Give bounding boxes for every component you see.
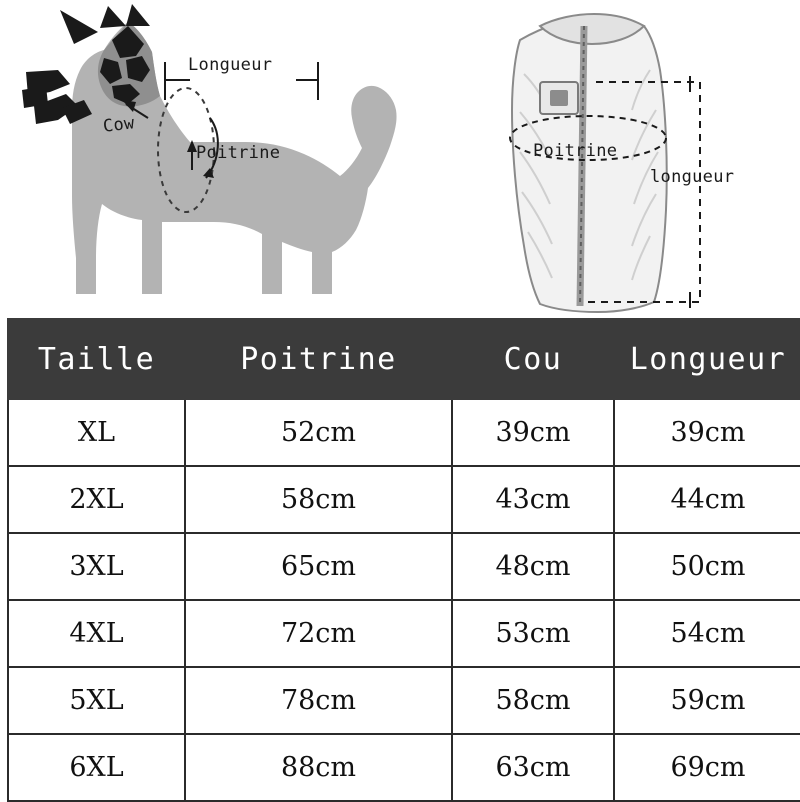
table-row	[8, 600, 800, 667]
label-longueur-dog: Longueur	[188, 55, 273, 75]
cell-cou: 53cm	[452, 600, 614, 667]
cell-taille: 4XL	[8, 600, 185, 667]
cell-taille: 5XL	[8, 667, 185, 734]
cell-poitrine: 65cm	[185, 533, 452, 600]
label-poitrine-dog: Poitrine	[196, 143, 281, 163]
cell-longueur: 59cm	[614, 667, 800, 734]
coat-illustration	[512, 14, 667, 312]
table-row	[8, 466, 800, 533]
cell-cou: 48cm	[452, 533, 614, 600]
cell-taille: 2XL	[8, 466, 185, 533]
column-header-longueur: Longueur	[614, 319, 800, 399]
cell-taille: 6XL	[8, 734, 185, 801]
cell-poitrine: 72cm	[185, 600, 452, 667]
cell-longueur: 39cm	[614, 399, 800, 466]
cell-cou: 58cm	[452, 667, 614, 734]
table-body	[8, 399, 800, 801]
illustration-area	[0, 0, 800, 318]
table-header	[8, 319, 800, 399]
label-poitrine-coat: Poitrine	[533, 141, 618, 161]
cell-cou: 63cm	[452, 734, 614, 801]
cell-taille: 3XL	[8, 533, 185, 600]
table-header-row	[8, 319, 800, 399]
table-row	[8, 533, 800, 600]
cell-poitrine: 58cm	[185, 466, 452, 533]
size-table	[7, 318, 800, 802]
column-header-cou: Cou	[452, 319, 614, 399]
cell-cou: 43cm	[452, 466, 614, 533]
measurement-diagram-svg	[0, 0, 800, 318]
table-row	[8, 734, 800, 801]
cell-poitrine: 52cm	[185, 399, 452, 466]
cell-poitrine: 88cm	[185, 734, 452, 801]
cell-poitrine: 78cm	[185, 667, 452, 734]
table-row	[8, 667, 800, 734]
label-cou-dog: Cow	[101, 113, 136, 137]
cell-longueur: 69cm	[614, 734, 800, 801]
cell-taille: XL	[8, 399, 185, 466]
cell-cou: 39cm	[452, 399, 614, 466]
cell-longueur: 50cm	[614, 533, 800, 600]
column-header-taille: Taille	[8, 319, 185, 399]
label-longueur-coat: longueur	[650, 167, 735, 187]
table-row	[8, 399, 800, 466]
cell-longueur: 54cm	[614, 600, 800, 667]
cell-longueur: 44cm	[614, 466, 800, 533]
column-header-poitrine: Poitrine	[185, 319, 452, 399]
